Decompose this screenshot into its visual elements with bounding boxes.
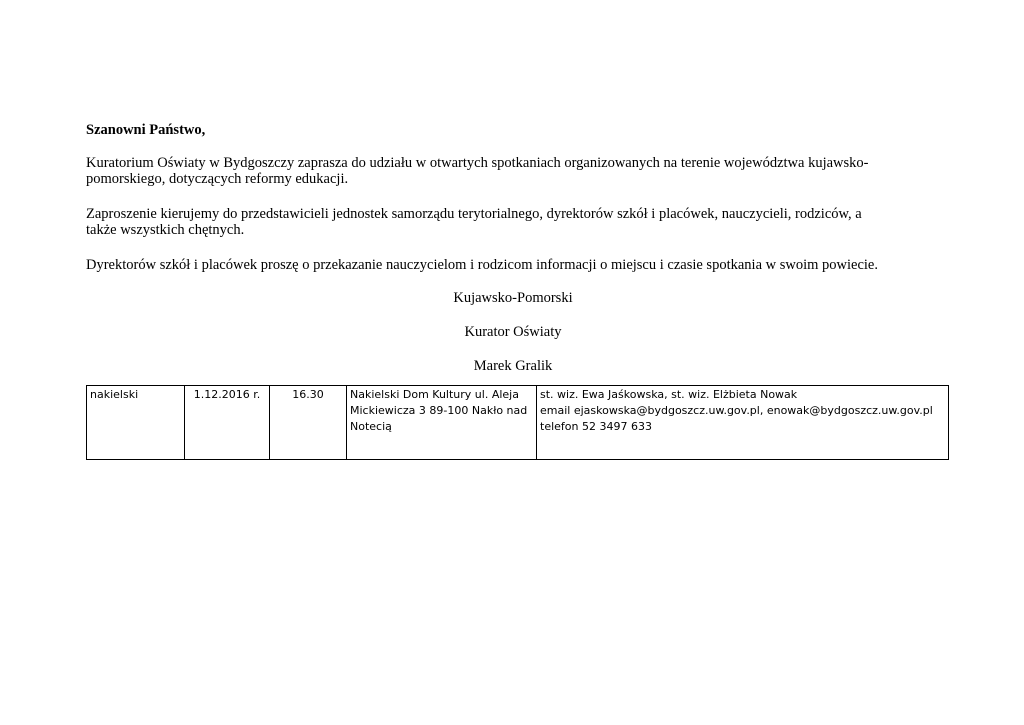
place-cell [347,386,537,460]
paragraph-request: Dyrektorów szkół i placówek proszę o przekazanie nauczycielom i rodzicom informacji o miejscu i czasie spotkania w swoim powiecie. [86,257,878,273]
table-row [87,386,949,460]
contact-email: email ejaskowska@bydgoszcz.uw.gov.pl, enowak@bydgoszcz.uw.gov.pl [540,404,933,417]
signature-name: Marek Gralik [473,358,553,374]
greeting: Szanowni Państwo, [86,122,206,138]
contact-persons: st. wiz. Ewa Jaśkowska, st. wiz. Elżbieta Nowak [540,388,798,401]
place-line: Notecią [350,420,392,433]
contact-phone: telefon 52 3497 633 [540,420,652,433]
paragraph-invitation: Kuratorium Oświaty w Bydgoszczy zaprasza do udziału w otwartych spotkaniach organizowanych na terenie województwa kujawsko-pomorskiego, dotyczących reformy edukacji. [86,155,869,187]
place-line: Mickiewicza 3 89-100 Nakło nad [350,404,528,417]
place-line: Nakielski Dom Kultury ul. Aleja [350,388,519,401]
meetings-table [86,385,949,460]
time-cell: 16.30 [270,386,347,460]
contact-cell [537,386,949,460]
paragraph-audience: Zaproszenie kierujemy do przedstawicieli jednostek samorządu terytorialnego, dyrektorów szkół i placówek, nauczycieli, rodziców, a także wszystkich chętnych. [86,206,862,238]
signature-title-region: Kujawsko-Pomorski [453,290,573,306]
county-cell: nakielski [87,386,185,460]
date-cell: 1.12.2016 r. [185,386,270,460]
signature-title-office: Kurator Oświaty [464,324,562,340]
